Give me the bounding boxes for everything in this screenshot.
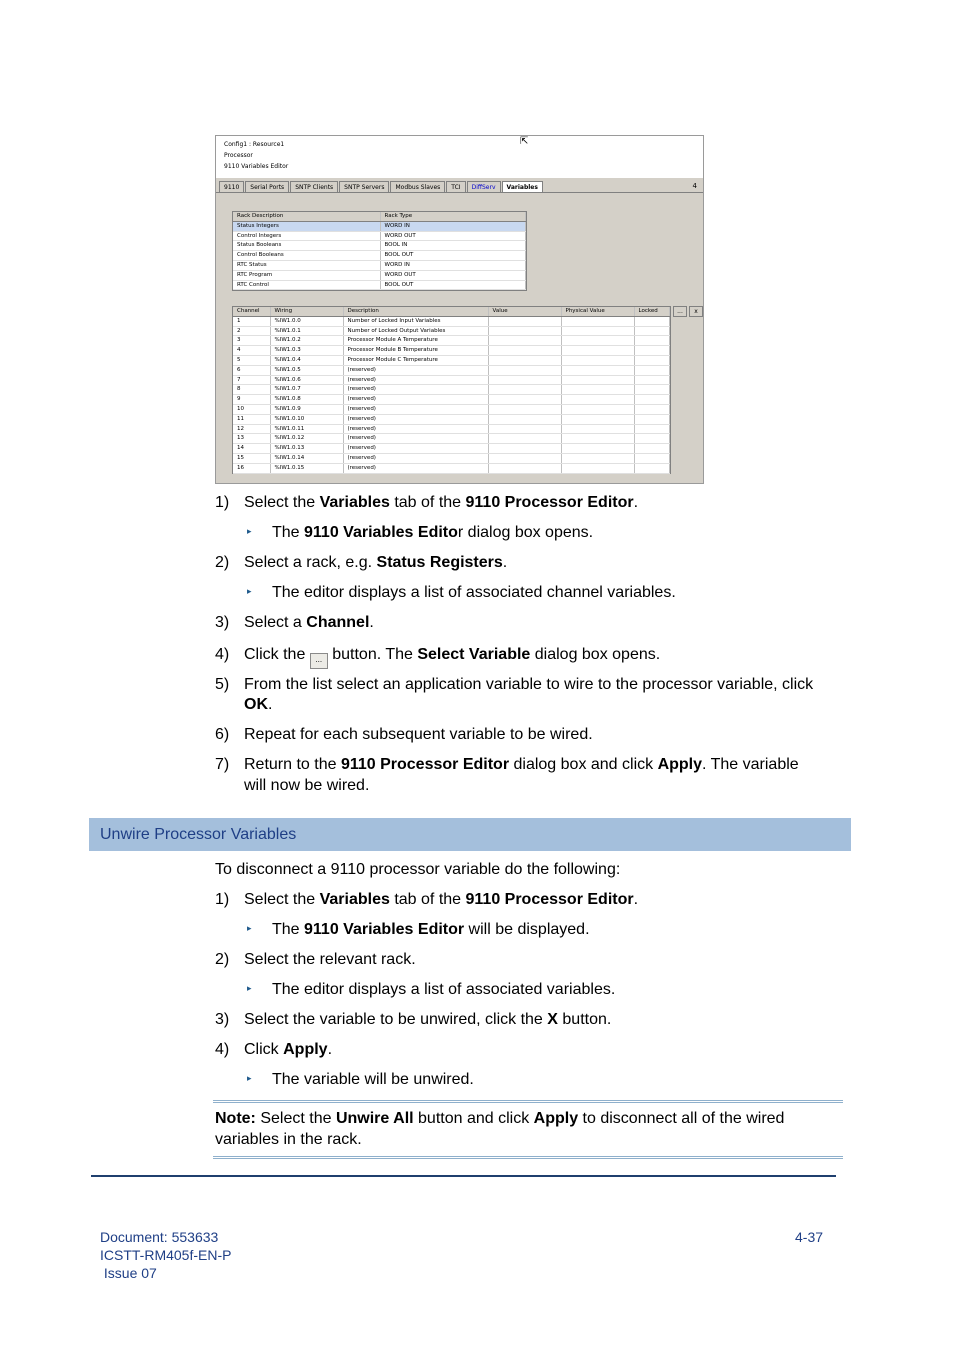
rack-cell: Control Booleans — [233, 251, 380, 261]
section-header-bar — [89, 818, 851, 851]
unwire-step-4: Click Apply. — [244, 1041, 333, 1058]
channel-cell — [488, 434, 561, 444]
wire-step-5: From the list select an application variable to wire to the processor variable, click — [244, 676, 814, 693]
channel-row[interactable] — [233, 346, 670, 356]
triangle-right-icon: ▸ — [247, 924, 252, 934]
channel-cell — [488, 355, 561, 365]
footer-document: Document: 553633 — [100, 1229, 219, 1245]
channel-cell — [634, 453, 670, 463]
channel-cell: 9 — [233, 395, 270, 405]
editor-tab[interactable]: SNTP Clients — [290, 181, 338, 192]
channel-cell: 3 — [233, 336, 270, 346]
variables-editor-screenshot — [215, 135, 704, 484]
channel-cell — [488, 404, 561, 414]
channel-cell: 16 — [233, 463, 270, 473]
channel-cell: 13 — [233, 434, 270, 444]
rack-cell: WORD IN — [380, 260, 526, 270]
rack-cell: WORD OUT — [380, 231, 526, 241]
step-number: 4) — [215, 646, 230, 663]
channel-cell: %IW1.0.1 — [270, 326, 343, 336]
channel-cell — [634, 375, 670, 385]
browse-button-icon: ... — [310, 653, 328, 669]
channel-cell — [561, 463, 634, 473]
footer-issue: Issue 07 — [100, 1265, 157, 1281]
channel-cell — [488, 444, 561, 454]
channel-row[interactable] — [233, 375, 670, 385]
channel-cell — [561, 336, 634, 346]
channel-cell — [488, 336, 561, 346]
editor-tab[interactable]: Variables — [502, 181, 543, 192]
step-number: 7) — [215, 756, 230, 773]
channel-cell — [561, 326, 634, 336]
channel-cell: (reserved) — [343, 453, 488, 463]
channel-cell: %IW1.0.3 — [270, 346, 343, 356]
channel-cell: 1 — [233, 316, 270, 326]
channel-cell: 11 — [233, 414, 270, 424]
channel-cell — [634, 336, 670, 346]
clear-wiring-button[interactable]: x — [689, 306, 703, 317]
rack-cell: Status Booleans — [233, 241, 380, 251]
header-line-config: Config1 : Resource1 — [224, 141, 285, 148]
editor-tab[interactable]: SNTP Servers — [339, 181, 389, 192]
channel-row[interactable] — [233, 316, 670, 326]
wire-step-1-result: The 9110 Variables Editor dialog box opens. — [272, 524, 594, 541]
channel-cell: (reserved) — [343, 404, 488, 414]
rack-type-header[interactable]: Rack Type — [380, 212, 526, 221]
channel-cell: %IW1.0.13 — [270, 444, 343, 454]
unwire-step-4-result: The variable will be unwired. — [272, 1071, 474, 1088]
channel-cell: %IW1.0.9 — [270, 404, 343, 414]
rack-cell: BOOL IN — [380, 241, 526, 251]
note-line-1: Note: Select the Unwire All button and click Apply to disconnect all of the wired — [215, 1110, 785, 1127]
channel-cell — [488, 365, 561, 375]
channel-cell — [561, 453, 634, 463]
rack-row[interactable] — [233, 231, 526, 241]
channel-cell: %IW1.0.6 — [270, 375, 343, 385]
channel-cell — [561, 444, 634, 454]
channel-cell — [488, 424, 561, 434]
channel-cell: %IW1.0.15 — [270, 463, 343, 473]
channel-row[interactable] — [233, 424, 670, 434]
channel-cell — [634, 365, 670, 375]
editor-tab[interactable]: TCI — [446, 181, 465, 192]
browse-variable-button[interactable]: ... — [673, 306, 687, 317]
tab-scroll-indicator[interactable]: 4 — [692, 182, 697, 190]
step-number: 3) — [215, 1011, 230, 1028]
wire-step-2: Select a rack, e.g. Status Registers. — [244, 554, 508, 571]
channel-cell: Number of Locked Input Variables — [343, 316, 488, 326]
channel-cell: (reserved) — [343, 424, 488, 434]
channel-cell — [561, 395, 634, 405]
channel-cell: 2 — [233, 326, 270, 336]
note-top-rule — [213, 1100, 843, 1103]
channel-row[interactable] — [233, 434, 670, 444]
channel-cell: %IW1.0.8 — [270, 395, 343, 405]
header-line-processor: Processor — [224, 152, 253, 159]
channel-cell — [634, 346, 670, 356]
channel-cell: %IW1.0.0 — [270, 316, 343, 326]
channel-cell: (reserved) — [343, 414, 488, 424]
rack-table — [232, 211, 527, 291]
channel-row[interactable] — [233, 463, 670, 473]
unwire-step-1: Select the Variables tab of the 9110 Processor Editor. — [244, 891, 639, 908]
channel-cell: (reserved) — [343, 434, 488, 444]
channel-header[interactable]: Channel — [233, 307, 270, 316]
page-number: 4-37 — [795, 1229, 824, 1245]
rack-row[interactable] — [233, 241, 526, 251]
editor-tab[interactable]: 9110 — [219, 181, 244, 192]
channel-row[interactable] — [233, 453, 670, 463]
channel-cell — [488, 316, 561, 326]
channel-cell: %IW1.0.4 — [270, 355, 343, 365]
rack-description-header[interactable]: Rack Description — [233, 212, 380, 221]
footer-rule — [91, 1175, 836, 1177]
channel-row[interactable] — [233, 444, 670, 454]
rack-row[interactable] — [233, 221, 526, 231]
channel-cell — [561, 434, 634, 444]
channel-row[interactable] — [233, 355, 670, 365]
channel-cell: 15 — [233, 453, 270, 463]
channel-cell — [561, 346, 634, 356]
rack-row[interactable] — [233, 270, 526, 280]
wire-step-7: Return to the 9110 Processor Editor dialog box and click Apply. The variable — [244, 756, 799, 773]
editor-tab[interactable]: Serial Ports — [245, 181, 289, 192]
rack-row[interactable] — [233, 280, 526, 290]
unwire-step-1-result: The 9110 Variables Editor will be displayed. — [272, 921, 590, 938]
channel-cell: 10 — [233, 404, 270, 414]
channel-cell — [488, 346, 561, 356]
channel-cell: (reserved) — [343, 375, 488, 385]
rack-cell: Status Integers — [233, 221, 380, 231]
unwire-step-2: Select the relevant rack. — [244, 951, 416, 968]
wire-step-5-cont: OK. — [244, 696, 273, 713]
wire-step-4: Click the ... button. The Select Variable dialog box opens. — [244, 644, 660, 669]
channel-cell: Number of Locked Output Variables — [343, 326, 488, 336]
triangle-right-icon: ▸ — [247, 1074, 252, 1084]
channel-cell: %IW1.0.12 — [270, 434, 343, 444]
locked-header[interactable]: Locked — [634, 307, 670, 316]
channel-cell — [634, 463, 670, 473]
rack-cell: WORD OUT — [380, 270, 526, 280]
channel-cell: (reserved) — [343, 444, 488, 454]
step-number: 2) — [215, 554, 230, 571]
editor-tab-strip — [219, 181, 544, 192]
channel-cell — [488, 453, 561, 463]
rack-cell: RTC Status — [233, 260, 380, 270]
rack-row[interactable] — [233, 260, 526, 270]
channel-row[interactable] — [233, 365, 670, 375]
editor-header — [216, 136, 703, 178]
unwire-intro: To disconnect a 9110 processor variable do the following: — [215, 861, 621, 878]
channel-cell — [561, 414, 634, 424]
channel-row[interactable] — [233, 336, 670, 346]
rack-cell: RTC Program — [233, 270, 380, 280]
channel-cell — [488, 414, 561, 424]
channel-cell: (reserved) — [343, 385, 488, 395]
channel-cell: (reserved) — [343, 365, 488, 375]
channel-table — [232, 306, 671, 474]
unwire-step-3: Select the variable to be unwired, click the X button. — [244, 1011, 612, 1028]
step-number: 4) — [215, 1041, 230, 1058]
description-header[interactable]: Description — [343, 307, 488, 316]
channel-cell: 8 — [233, 385, 270, 395]
triangle-right-icon: ▸ — [247, 527, 252, 537]
channel-cell — [488, 463, 561, 473]
rack-cell: BOOL OUT — [380, 280, 526, 290]
rack-cell: BOOL OUT — [380, 251, 526, 261]
rack-row[interactable] — [233, 251, 526, 261]
channel-cell — [634, 385, 670, 395]
channel-cell: %IW1.0.14 — [270, 453, 343, 463]
channel-cell — [488, 395, 561, 405]
channel-cell: %IW1.0.7 — [270, 385, 343, 395]
channel-row[interactable] — [233, 326, 670, 336]
note-line-2: variables in the rack. — [215, 1131, 362, 1148]
rack-cell: RTC Control — [233, 280, 380, 290]
channel-cell: %IW1.0.2 — [270, 336, 343, 346]
channel-row[interactable] — [233, 414, 670, 424]
wire-step-7-cont: will now be wired. — [244, 777, 370, 794]
section-title: Unwire Processor Variables — [100, 826, 297, 843]
channel-cell — [488, 385, 561, 395]
channel-cell: 12 — [233, 424, 270, 434]
step-number: 1) — [215, 494, 230, 511]
channel-cell: Processor Module B Temperature — [343, 346, 488, 356]
channel-cell — [634, 444, 670, 454]
step-number: 3) — [215, 614, 230, 631]
channel-cell: %IW1.0.5 — [270, 365, 343, 375]
triangle-right-icon: ▸ — [247, 984, 252, 994]
wire-step-6: Repeat for each subsequent variable to be wired. — [244, 726, 593, 743]
rack-cell: WORD IN — [380, 221, 526, 231]
channel-cell — [488, 375, 561, 385]
channel-cell — [634, 326, 670, 336]
channel-cell — [561, 404, 634, 414]
step-number: 5) — [215, 676, 230, 693]
channel-cell — [488, 326, 561, 336]
step-number: 1) — [215, 891, 230, 908]
channel-cell — [561, 385, 634, 395]
channel-cell: 6 — [233, 365, 270, 375]
note-bottom-rule — [213, 1156, 843, 1159]
channel-cell — [561, 355, 634, 365]
channel-cell: (reserved) — [343, 463, 488, 473]
step-number: 6) — [215, 726, 230, 743]
channel-row[interactable] — [233, 395, 670, 405]
channel-cell — [634, 316, 670, 326]
channel-cell — [561, 365, 634, 375]
channel-cell: 14 — [233, 444, 270, 454]
wire-step-3: Select a Channel. — [244, 614, 374, 631]
channel-row[interactable] — [233, 404, 670, 414]
wiring-header[interactable]: Wiring — [270, 307, 343, 316]
channel-cell — [634, 404, 670, 414]
channel-cell — [634, 414, 670, 424]
channel-cell: 4 — [233, 346, 270, 356]
channel-cell — [634, 355, 670, 365]
channel-row[interactable] — [233, 385, 670, 395]
mouse-pointer-icon: ⇱ — [520, 136, 529, 147]
wire-step-1: Select the Variables tab of the 9110 Processor Editor. — [244, 494, 639, 511]
channel-cell: %IW1.0.10 — [270, 414, 343, 424]
wire-step-2-result: The editor displays a list of associated channel variables. — [272, 584, 676, 601]
channel-cell — [561, 375, 634, 385]
channel-cell: (reserved) — [343, 395, 488, 405]
unwire-step-2-result: The editor displays a list of associated variables. — [272, 981, 616, 998]
channel-cell — [634, 395, 670, 405]
channel-cell — [634, 424, 670, 434]
triangle-right-icon: ▸ — [247, 587, 252, 597]
footer-code: ICSTT-RM405f-EN-P — [100, 1247, 232, 1263]
value-header[interactable]: Value — [488, 307, 561, 316]
channel-cell — [634, 434, 670, 444]
channel-cell: Processor Module A Temperature — [343, 336, 488, 346]
editor-tab[interactable]: Modbus Slaves — [390, 181, 445, 192]
header-line-editor: 9110 Variables Editor — [224, 163, 289, 170]
physical-value-header[interactable]: Physical Value — [561, 307, 634, 316]
channel-cell: 5 — [233, 355, 270, 365]
channel-cell: %IW1.0.11 — [270, 424, 343, 434]
rack-cell: Control Integers — [233, 231, 380, 241]
editor-tab[interactable]: DiffServ — [467, 181, 501, 192]
channel-cell: Processor Module C Temperature — [343, 355, 488, 365]
step-number: 2) — [215, 951, 230, 968]
channel-cell — [561, 424, 634, 434]
channel-cell — [561, 316, 634, 326]
channel-cell: 7 — [233, 375, 270, 385]
